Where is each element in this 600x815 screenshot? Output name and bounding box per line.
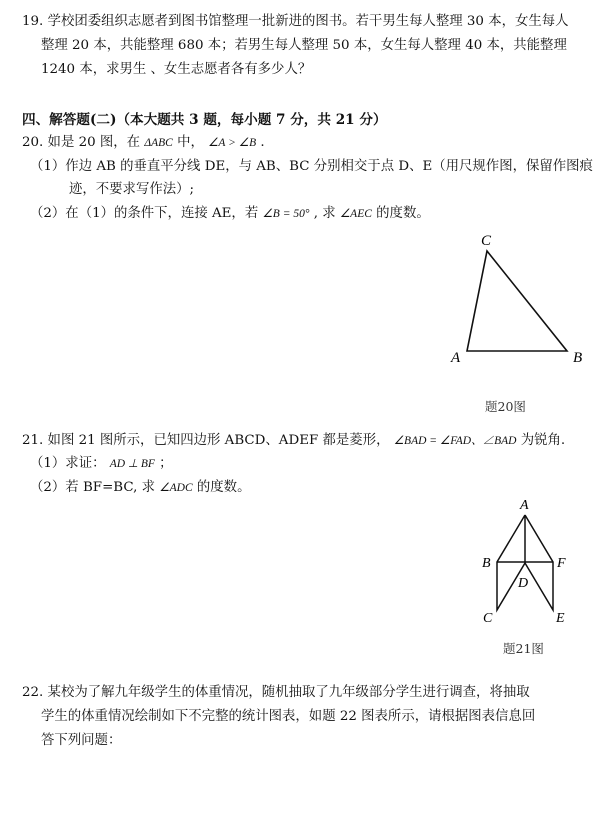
q20-intro bbox=[22, 134, 586, 152]
label-e: E bbox=[556, 611, 565, 626]
q21-part1 bbox=[30, 455, 586, 473]
q19-line-1: 19. 学校团委组织志愿者到图书馆整理一批新进的图书。若干男生每人整理 30 本，女生每人 bbox=[22, 14, 569, 29]
q20-angle-aec: ∠AEC bbox=[339, 208, 372, 220]
q20-intro-text-b: 中， bbox=[177, 135, 204, 150]
q19-line-2: 整理 20 本，共能整理 680 本；若男生每人整理 50 本，女生每人整理 40 本，共能整理 bbox=[41, 38, 567, 53]
q20-part1-line-2: 迹，不要求写作法）; bbox=[69, 182, 195, 197]
label-b: B bbox=[573, 350, 583, 366]
q20-triangle-figure bbox=[445, 228, 590, 373]
q20-part2-text-c: 的度数。 bbox=[376, 206, 430, 221]
q20-triangle-symbol: ΔABC bbox=[144, 137, 173, 149]
q21-perpendicular: AD ⊥ BF bbox=[109, 458, 155, 470]
q22-line-2: 学生的体重情况绘制如下不完整的统计图表，如题 22 图表所示，请根据图表信息回 bbox=[41, 709, 536, 724]
q20-part2 bbox=[30, 205, 586, 223]
q20-angle-b-value: ∠B = 50° bbox=[262, 208, 310, 220]
q21-part1-text-b: ； bbox=[159, 456, 173, 471]
q21-angle-equality: ∠BAD = ∠FAD、∠BAD bbox=[393, 435, 517, 447]
q21-intro bbox=[22, 432, 586, 450]
q20-part2-text-b: , 求 bbox=[313, 206, 336, 221]
label-c: C bbox=[483, 611, 493, 626]
section-heading: 四、解答题(二)（本大题共 3 题，每小题 7 分，共 21 分） bbox=[22, 112, 387, 128]
q20-figure-caption: 题20图 bbox=[485, 399, 526, 414]
q21-intro-text-b: 为锐角. bbox=[520, 433, 566, 448]
q21-rhombus-figure bbox=[475, 495, 575, 630]
label-d: D bbox=[518, 576, 529, 591]
q21-angle-adc: ∠ADC bbox=[159, 482, 193, 494]
label-b: B bbox=[482, 556, 491, 571]
q22-line-1: 22. 某校为了解九年级学生的体重情况，随机抽取了九年级部分学生进行调查，将抽取 bbox=[22, 685, 530, 700]
q21-part2-text-a: （2）若 BF=BC, 求 bbox=[30, 480, 156, 495]
label-f: F bbox=[557, 556, 566, 571]
q21-figure-caption: 题21图 bbox=[503, 641, 544, 656]
q21-intro-text-a: 21. 如图 21 图所示，已知四边形 ABCD、ADEF 都是菱形， bbox=[22, 433, 390, 448]
q20-angle-inequality: ∠A > ∠B bbox=[208, 137, 257, 149]
q22-line-3: 答下列问题： bbox=[41, 733, 122, 748]
label-a: A bbox=[451, 350, 461, 366]
q20-part1-line-1: （1）作边 AB 的垂直平分线 DE，与 AB、BC 分别相交于点 D、E（用尺规作图，保留作图痕 bbox=[30, 159, 593, 174]
q20-part2-text-a: （2）在（1）的条件下，连接 AE，若 bbox=[30, 206, 259, 221]
label-a: A bbox=[520, 498, 529, 513]
label-c: C bbox=[481, 233, 492, 249]
triangle-abc bbox=[467, 251, 567, 351]
q20-intro-text-c: . bbox=[260, 135, 265, 150]
q21-part1-text-a: （1）求证： bbox=[30, 456, 106, 471]
q20-intro-text-a: 20. 如是 20 图，在 bbox=[22, 135, 141, 150]
q21-part2-text-b: 的度数。 bbox=[196, 480, 251, 495]
q19-line-3: 1240 本，求男生 、女生志愿者各有多少人？ bbox=[41, 62, 312, 77]
